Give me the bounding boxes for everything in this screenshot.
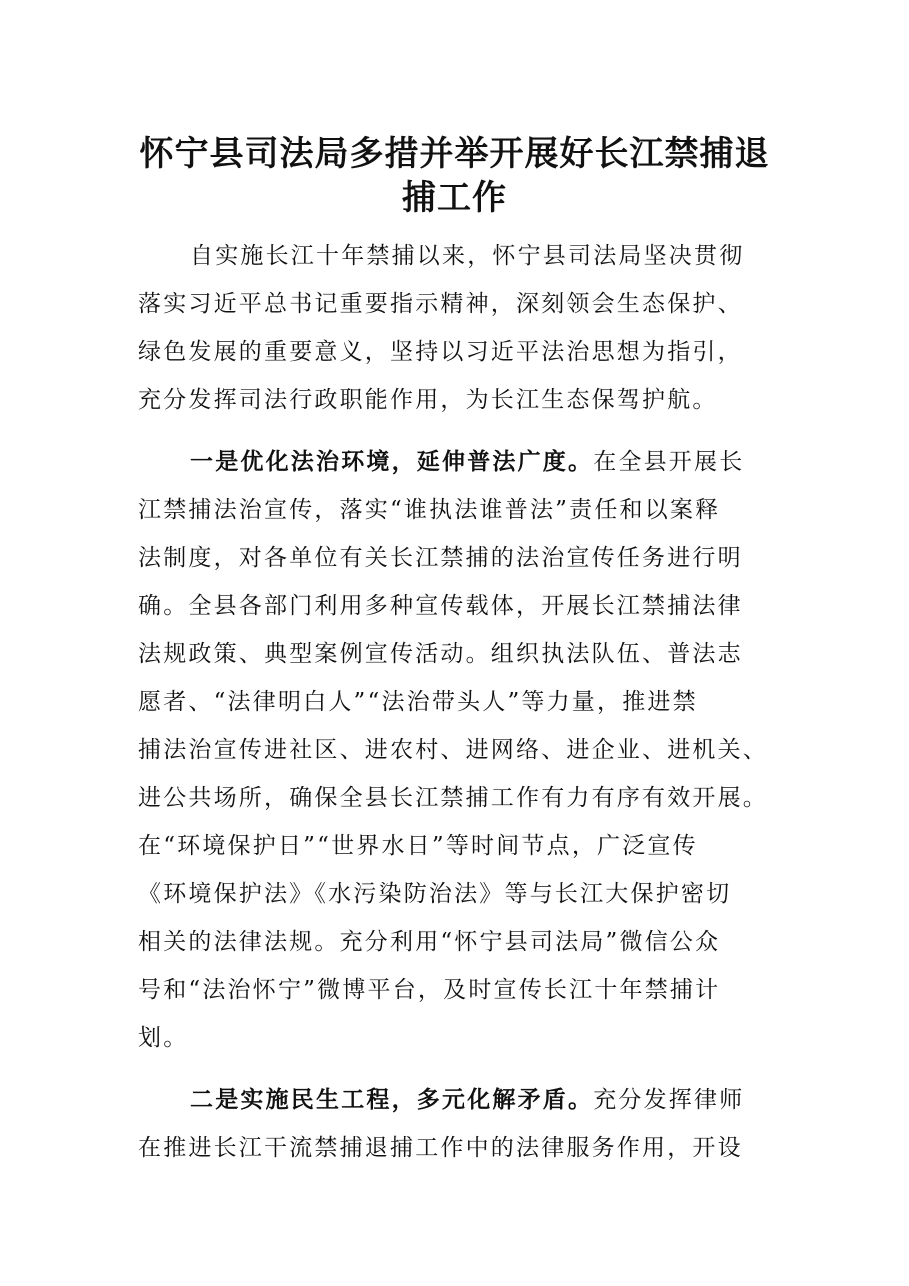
- paragraph-line: 进公共场所，确保全县长江禁捕工作有力有序有效开展。: [138, 785, 768, 811]
- title-line-1: 怀宁县司法局多措并举开展好长江禁捕退: [139, 134, 770, 174]
- paragraph-line: 捕法治宣传进社区、进农村、进网络、进企业、进机关、: [138, 737, 768, 763]
- paragraph-gap: [138, 430, 772, 444]
- paragraph-line: 落实习近平总书记重要指示精神，深刻领会生态保护、: [138, 291, 743, 317]
- paragraph-line: 《环境保护法》《水污染防治法》等与长江大保护密切: [138, 881, 732, 907]
- paragraph-line: 江禁捕法治宣传，落实“谁执法谁普法”责任和以案释: [138, 497, 721, 523]
- paragraph-line: 在推进长江干流禁捕退捕工作中的法律服务作用，开设: [138, 1135, 743, 1161]
- paragraph-first-line: [138, 444, 772, 492]
- paragraph-line: 在“环境保护日”“世界水日”等时间节点，广泛宣传: [138, 833, 698, 859]
- paragraph-first-line: [138, 1082, 772, 1130]
- paragraph-line: 法制度，对各单位有关长江禁捕的法治宣传任务进行明: [138, 545, 743, 571]
- paragraph-line: 号和“法治怀宁”微博平台，及时宣传长江十年禁捕计: [138, 977, 721, 1003]
- section-heading: 二是实施民生工程，多元化解矛盾。: [190, 1086, 594, 1113]
- paragraph-line: 充分发挥司法行政职能作用，为长江生态保驾护航。: [138, 387, 718, 413]
- paragraph-line: 绿色发展的重要意义，坚持以习近平法治思想为指引，: [138, 339, 743, 365]
- section-heading: 一是优化法治环境，延伸普法广度。: [190, 448, 594, 475]
- paragraph-line-rest: 充分发挥律师: [593, 1087, 745, 1113]
- paragraph-livelihood: [138, 1082, 772, 1178]
- paragraph-gap: [138, 1068, 772, 1082]
- document-title: [120, 132, 789, 220]
- paragraph-intro: [138, 238, 772, 430]
- document-body: [138, 238, 772, 1178]
- paragraph-line: 划。: [138, 1025, 189, 1051]
- paragraph-line: 确。全县各部门利用多种宣传载体，开展长江禁捕法律: [138, 593, 743, 619]
- paragraph-line: 自实施长江十年禁捕以来，怀宁县司法局坚决贯彻: [190, 243, 745, 269]
- paragraph-legal-environment: [138, 444, 772, 1068]
- paragraph-line-rest: 在全县开展长: [593, 449, 745, 475]
- paragraph-line: 愿者、“法律明白人”“法治带头人”等力量，推进禁: [138, 689, 698, 715]
- paragraph-line: 法规政策、典型案例宣传活动。组织执法队伍、普法志: [138, 641, 743, 667]
- paragraph-line: 相关的法律法规。充分利用“怀宁县司法局”微信公众: [138, 929, 721, 955]
- title-line-2: 捕工作: [402, 178, 507, 218]
